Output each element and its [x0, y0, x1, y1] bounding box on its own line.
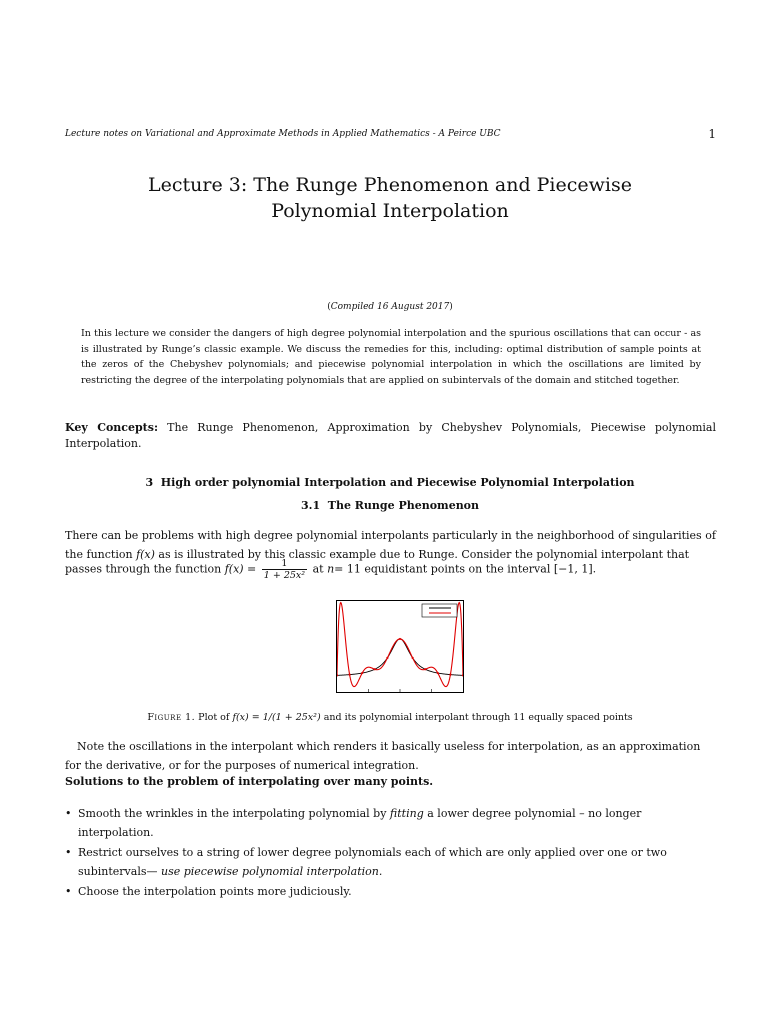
title-line-1: Lecture 3: The Runge Phenomenon and Piecewise [148, 174, 632, 196]
legend-box [422, 604, 457, 617]
bullet-icon: • [65, 807, 72, 820]
data-point [424, 668, 426, 670]
fraction-numerator: 1 [262, 558, 307, 570]
series-line-function [337, 639, 463, 675]
data-point [386, 657, 388, 659]
data-point [399, 638, 401, 640]
data-point [437, 672, 439, 674]
key-concepts-text: The Runge Phenomenon, Approximation by Chebyshev Polynomials, Piecewise polynomial Interpolation. [65, 421, 716, 450]
formula-line-value: = 11 equidistant points on the interval [−1, 1]. [334, 562, 597, 576]
bullet-1-end: a lower degree polynomial – no longer interpolation. [78, 807, 642, 839]
caption-math: f(x) = 1/(1 + 25x²) [232, 712, 321, 723]
bullet-2-start: Restrict ourselves to a string of lower degree polynomials each of which are only applied over one or two subintervals— [78, 846, 667, 878]
caption-start: Plot of [198, 712, 230, 723]
caption-end: and its polynomial interpolant through 11 equally spaced points [323, 712, 633, 723]
data-point [462, 674, 463, 676]
bullet-icon: • [65, 885, 72, 898]
data-point [349, 674, 351, 676]
paper-title [64, 172, 716, 224]
formula-line-start: passes through the function [65, 562, 222, 576]
paragraph-1-sentence: There can be problems with high degree polynomial interpolants particularly in the neighborhood of singularities of the function [65, 529, 716, 561]
data-point [337, 674, 338, 676]
subsection-number: 3.1 [300, 499, 321, 512]
key-concepts [65, 420, 716, 451]
paragraph-1-rest: as is illustrated by this classic example due to Runge. Consider the polynomial interpolant that [158, 548, 690, 561]
compiled-close-paren: ) [449, 302, 453, 312]
paragraph-1-formula-line [65, 558, 716, 581]
fraction-denominator: 1 + 25x² [263, 570, 306, 581]
running-head: Lecture notes on Variational and Approximate Methods in Applied Mathematics - A Peirce UBC [65, 129, 501, 139]
subsection-title: The Runge Phenomenon [327, 499, 480, 512]
section-number: 3 [145, 476, 154, 489]
section-title: High order polynomial Interpolation and Piecewise Polynomial Interpolation [160, 476, 635, 489]
figure-caption [64, 712, 716, 723]
data-point [361, 672, 363, 674]
bullet-icon: • [65, 846, 72, 859]
compiled-text: Compiled 16 August 2017 [330, 302, 450, 312]
math-fx: f(x) [136, 548, 155, 561]
solutions-heading: Solutions to the problem of interpolating over many points. [65, 775, 434, 788]
data-point [449, 674, 451, 676]
bullet-1-emphasis: fitting [389, 807, 424, 820]
runge-plot [337, 601, 463, 692]
key-concepts-label: Key Concepts: [65, 421, 159, 434]
fraction [262, 558, 307, 581]
figure-plot [336, 600, 464, 693]
list-item [65, 843, 716, 881]
page-number: 1 [708, 127, 716, 141]
bullet-list [65, 804, 716, 902]
section-heading [64, 476, 716, 489]
bullet-3-text: Choose the interpolation points more judiciously. [78, 885, 352, 898]
paragraph-2: Note the oscillations in the interpolant which renders it basically useless for interpolation, as an approximation for the derivative, or for the purposes of numerical integration. [65, 740, 701, 772]
data-point [412, 657, 414, 659]
list-item [65, 804, 716, 842]
data-point [374, 668, 376, 670]
bullet-1-start: Smooth the wrinkles in the interpolating polynomial by [78, 807, 387, 820]
compiled-open-paren: ( [327, 302, 331, 312]
math-n: n [327, 562, 335, 576]
formula-line-mid: at [312, 562, 324, 576]
list-item [65, 882, 716, 901]
bullet-2-emphasis: use piecewise polynomial interpolation. [161, 865, 383, 878]
subsection-heading [64, 499, 716, 512]
figure-label: Figure 1. [147, 712, 196, 723]
math-fx-eq: f(x) = [224, 562, 257, 576]
abstract: In this lecture we consider the dangers of high degree polynomial interpolation and the spurious oscillations that can occur - as is illustrated by Runge’s classic example. We discuss the remedies for this, including: optimal distribution of sample points at the zeros of the Chebyshev polynomials; and piecewise polynomial interpolation in which the oscillations are limited by restricting the degree of the interpolating polynomials that are applied on subintervals of the domain and stitched together. [81, 328, 701, 386]
compiled-date [64, 302, 716, 312]
title-line-2: Polynomial Interpolation [271, 200, 509, 222]
